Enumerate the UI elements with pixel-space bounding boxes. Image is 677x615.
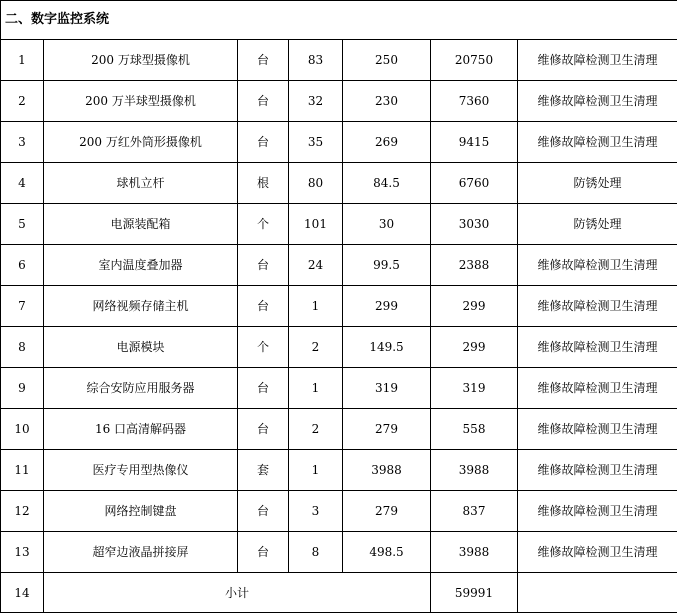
unit-cell: 台 <box>238 368 289 409</box>
quantity-cell: 80 <box>289 163 343 204</box>
service-content-cell <box>518 573 677 613</box>
table-row <box>1 245 677 286</box>
service-content-cell: 维修故障检测卫生清理 <box>518 81 677 122</box>
unit-cell: 台 <box>238 532 289 573</box>
amount-cell: 9415 <box>431 122 518 163</box>
unit-price-cell: 149.5 <box>343 327 431 368</box>
service-content-cell: 维修故障检测卫生清理 <box>518 409 677 450</box>
service-content-cell: 防锈处理 <box>518 204 677 245</box>
row-number-cell: 3 <box>1 122 44 163</box>
quantity-cell: 35 <box>289 122 343 163</box>
unit-cell: 台 <box>238 81 289 122</box>
table-row <box>1 81 677 122</box>
quantity-cell: 32 <box>289 81 343 122</box>
quantity-cell: 2 <box>289 327 343 368</box>
amount-cell: 3988 <box>431 532 518 573</box>
equipment-name-cell: 医疗专用型热像仪 <box>44 450 238 491</box>
unit-price-cell: 230 <box>343 81 431 122</box>
row-number-cell: 6 <box>1 245 44 286</box>
equipment-name-cell: 球机立杆 <box>44 163 238 204</box>
row-number-cell: 5 <box>1 204 44 245</box>
quantity-cell: 3 <box>289 491 343 532</box>
section-header-row <box>1 1 677 40</box>
unit-cell: 套 <box>238 450 289 491</box>
service-content-cell: 维修故障检测卫生清理 <box>518 491 677 532</box>
unit-price-cell: 319 <box>343 368 431 409</box>
table-row <box>1 368 677 409</box>
quantity-cell: 8 <box>289 532 343 573</box>
amount-cell: 6760 <box>431 163 518 204</box>
unit-price-cell: 250 <box>343 40 431 81</box>
table-row <box>1 163 677 204</box>
row-number-cell: 7 <box>1 286 44 327</box>
row-number-cell: 11 <box>1 450 44 491</box>
unit-cell: 台 <box>238 122 289 163</box>
table-row <box>1 491 677 532</box>
unit-price-cell: 299 <box>343 286 431 327</box>
row-number-cell: 10 <box>1 409 44 450</box>
equipment-name-cell: 电源装配箱 <box>44 204 238 245</box>
amount-cell: 3988 <box>431 450 518 491</box>
table-row <box>1 40 677 81</box>
quantity-cell: 1 <box>289 286 343 327</box>
amount-cell: 2388 <box>431 245 518 286</box>
equipment-name-cell: 200 万球型摄像机 <box>44 40 238 81</box>
row-number-cell: 12 <box>1 491 44 532</box>
table-row <box>1 450 677 491</box>
row-number-cell: 2 <box>1 81 44 122</box>
section-title: 二、数字监控系统 <box>1 1 677 40</box>
equipment-name-cell: 16 口高清解码器 <box>44 409 238 450</box>
unit-cell: 台 <box>238 491 289 532</box>
unit-price-cell: 279 <box>343 491 431 532</box>
table-row <box>1 409 677 450</box>
unit-price-cell: 84.5 <box>343 163 431 204</box>
quantity-cell: 101 <box>289 204 343 245</box>
row-number-cell: 4 <box>1 163 44 204</box>
equipment-name-cell: 网络控制键盘 <box>44 491 238 532</box>
equipment-name-cell: 超窄边液晶拼接屏 <box>44 532 238 573</box>
subtotal-amount: 59991 <box>431 573 518 613</box>
service-content-cell: 维修故障检测卫生清理 <box>518 450 677 491</box>
quantity-cell: 24 <box>289 245 343 286</box>
amount-cell: 319 <box>431 368 518 409</box>
table-row <box>1 532 677 573</box>
quantity-cell: 83 <box>289 40 343 81</box>
unit-cell: 台 <box>238 245 289 286</box>
equipment-name-cell: 200 万半球型摄像机 <box>44 81 238 122</box>
quantity-cell: 1 <box>289 368 343 409</box>
equipment-name-cell: 综合安防应用服务器 <box>44 368 238 409</box>
amount-cell: 20750 <box>431 40 518 81</box>
equipment-name-cell: 电源模块 <box>44 327 238 368</box>
table-row <box>1 327 677 368</box>
equipment-name-cell: 室内温度叠加器 <box>44 245 238 286</box>
table-row <box>1 204 677 245</box>
unit-cell: 台 <box>238 286 289 327</box>
amount-cell: 3030 <box>431 204 518 245</box>
service-content-cell: 维修故障检测卫生清理 <box>518 122 677 163</box>
amount-cell: 837 <box>431 491 518 532</box>
row-number-cell: 1 <box>1 40 44 81</box>
row-number-cell: 9 <box>1 368 44 409</box>
subtotal-label: 小计 <box>44 573 431 613</box>
unit-cell: 根 <box>238 163 289 204</box>
service-content-cell: 维修故障检测卫生清理 <box>518 327 677 368</box>
unit-price-cell: 99.5 <box>343 245 431 286</box>
subtotal-row <box>1 573 677 613</box>
unit-cell: 个 <box>238 204 289 245</box>
service-content-cell: 维修故障检测卫生清理 <box>518 40 677 81</box>
amount-cell: 299 <box>431 286 518 327</box>
equipment-name-cell: 200 万红外筒形摄像机 <box>44 122 238 163</box>
unit-price-cell: 498.5 <box>343 532 431 573</box>
amount-cell: 299 <box>431 327 518 368</box>
amount-cell: 558 <box>431 409 518 450</box>
row-number-cell: 14 <box>1 573 44 613</box>
unit-price-cell: 269 <box>343 122 431 163</box>
quantity-cell: 1 <box>289 450 343 491</box>
row-number-cell: 8 <box>1 327 44 368</box>
row-number-cell: 13 <box>1 532 44 573</box>
service-content-cell: 防锈处理 <box>518 163 677 204</box>
table-row <box>1 286 677 327</box>
unit-price-cell: 279 <box>343 409 431 450</box>
unit-price-cell: 3988 <box>343 450 431 491</box>
unit-cell: 个 <box>238 327 289 368</box>
unit-cell: 台 <box>238 40 289 81</box>
amount-cell: 7360 <box>431 81 518 122</box>
unit-price-cell: 30 <box>343 204 431 245</box>
service-content-cell: 维修故障检测卫生清理 <box>518 286 677 327</box>
unit-cell: 台 <box>238 409 289 450</box>
service-content-cell: 维修故障检测卫生清理 <box>518 532 677 573</box>
service-content-cell: 维修故障检测卫生清理 <box>518 368 677 409</box>
equipment-name-cell: 网络视频存储主机 <box>44 286 238 327</box>
table-row <box>1 122 677 163</box>
service-content-cell: 维修故障检测卫生清理 <box>518 245 677 286</box>
quantity-cell: 2 <box>289 409 343 450</box>
